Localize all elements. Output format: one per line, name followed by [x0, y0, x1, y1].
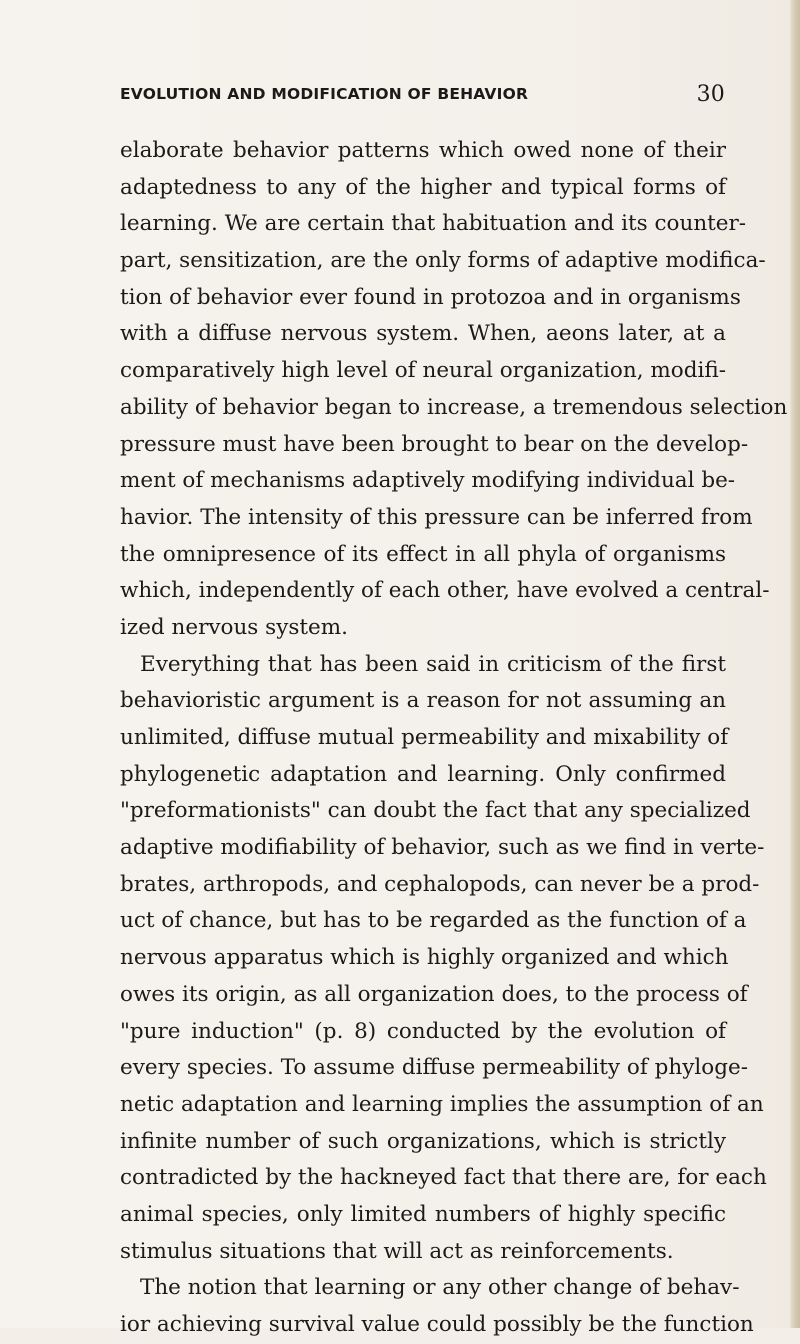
text-line: uct of chance, but has to be regarded as the function of a — [120, 908, 747, 934]
text-line: havior. The intensity of this pressure can be inferred from — [120, 504, 753, 530]
text-line: phylogenetic adaptation and learning. Only confirmed — [120, 761, 726, 787]
text-line: "preformationists" can doubt the fact that any specialized — [120, 798, 751, 824]
text-line: animal species, only limited numbers of highly specific — [120, 1201, 726, 1227]
text-line: The notion that learning or any other change of behav- — [140, 1275, 740, 1301]
running-title: EVOLUTION AND MODIFICATION OF BEHAVIOR — [120, 85, 529, 103]
text-line: brates, arthropods, and cephalopods, can never be a prod- — [120, 871, 760, 897]
text-line: Everything that has been said in criticism of the first — [140, 651, 726, 677]
text-line: unlimited, diffuse mutual permeability and mixability of — [120, 725, 729, 750]
text-line: adaptedness to any of the higher and typical forms of — [120, 174, 726, 200]
page-edge — [790, 0, 800, 1328]
text-line: contradicted by the hackneyed fact that there are, for each — [120, 1165, 767, 1191]
text-line: the omnipresence of its effect in all phyla of organisms — [120, 541, 726, 567]
text-line: infinite number of such organizations, which is strictly — [120, 1128, 726, 1154]
page-number: 30 — [696, 82, 725, 107]
running-head — [120, 82, 725, 111]
text-line: part, sensitization, are the only forms of adaptive modifica- — [120, 248, 766, 274]
text-line: ment of mechanisms adaptively modifying individual be- — [120, 468, 736, 494]
text-line: "pure induction" (p. 8) conducted by the evolution of — [120, 1018, 726, 1044]
text-line: netic adaptation and learning implies the assumption of an — [120, 1091, 764, 1117]
text-line: ability of behavior began to increase, a tremendous selection — [120, 394, 788, 420]
text-line: ized nervous system. — [120, 614, 348, 640]
text-line: which, independently of each other, have evolved a central- — [120, 578, 770, 604]
text-line: pressure must have been brought to bear on the develop- — [120, 431, 749, 457]
text-line: owes its origin, as all organization does, to the process of — [120, 981, 748, 1007]
text-line: adaptive modifiability of behavior, such as we find in verte- — [120, 835, 765, 861]
text-line: learning. We are certain that habituation and its counter- — [120, 211, 747, 237]
text-line: behavioristic argument is a reason for not assuming an — [120, 688, 726, 714]
text-line: tion of behavior ever found in protozoa and in organisms — [120, 284, 741, 310]
text-line: stimulus situations that will act as reinforcements. — [120, 1238, 674, 1264]
text-line: elaborate behavior patterns which owed none of their — [120, 138, 726, 163]
text-line: with a diffuse nervous system. When, aeons later, at a — [120, 321, 726, 347]
text-line: ior achieving survival value could possibly be the function — [120, 1312, 754, 1337]
text-line: every species. To assume diffuse permeability of phyloge- — [120, 1055, 748, 1081]
text-body — [120, 133, 788, 1344]
text-line: nervous apparatus which is highly organized and which — [120, 945, 729, 971]
text-line: comparatively high level of neural organization, modifi- — [120, 358, 726, 384]
